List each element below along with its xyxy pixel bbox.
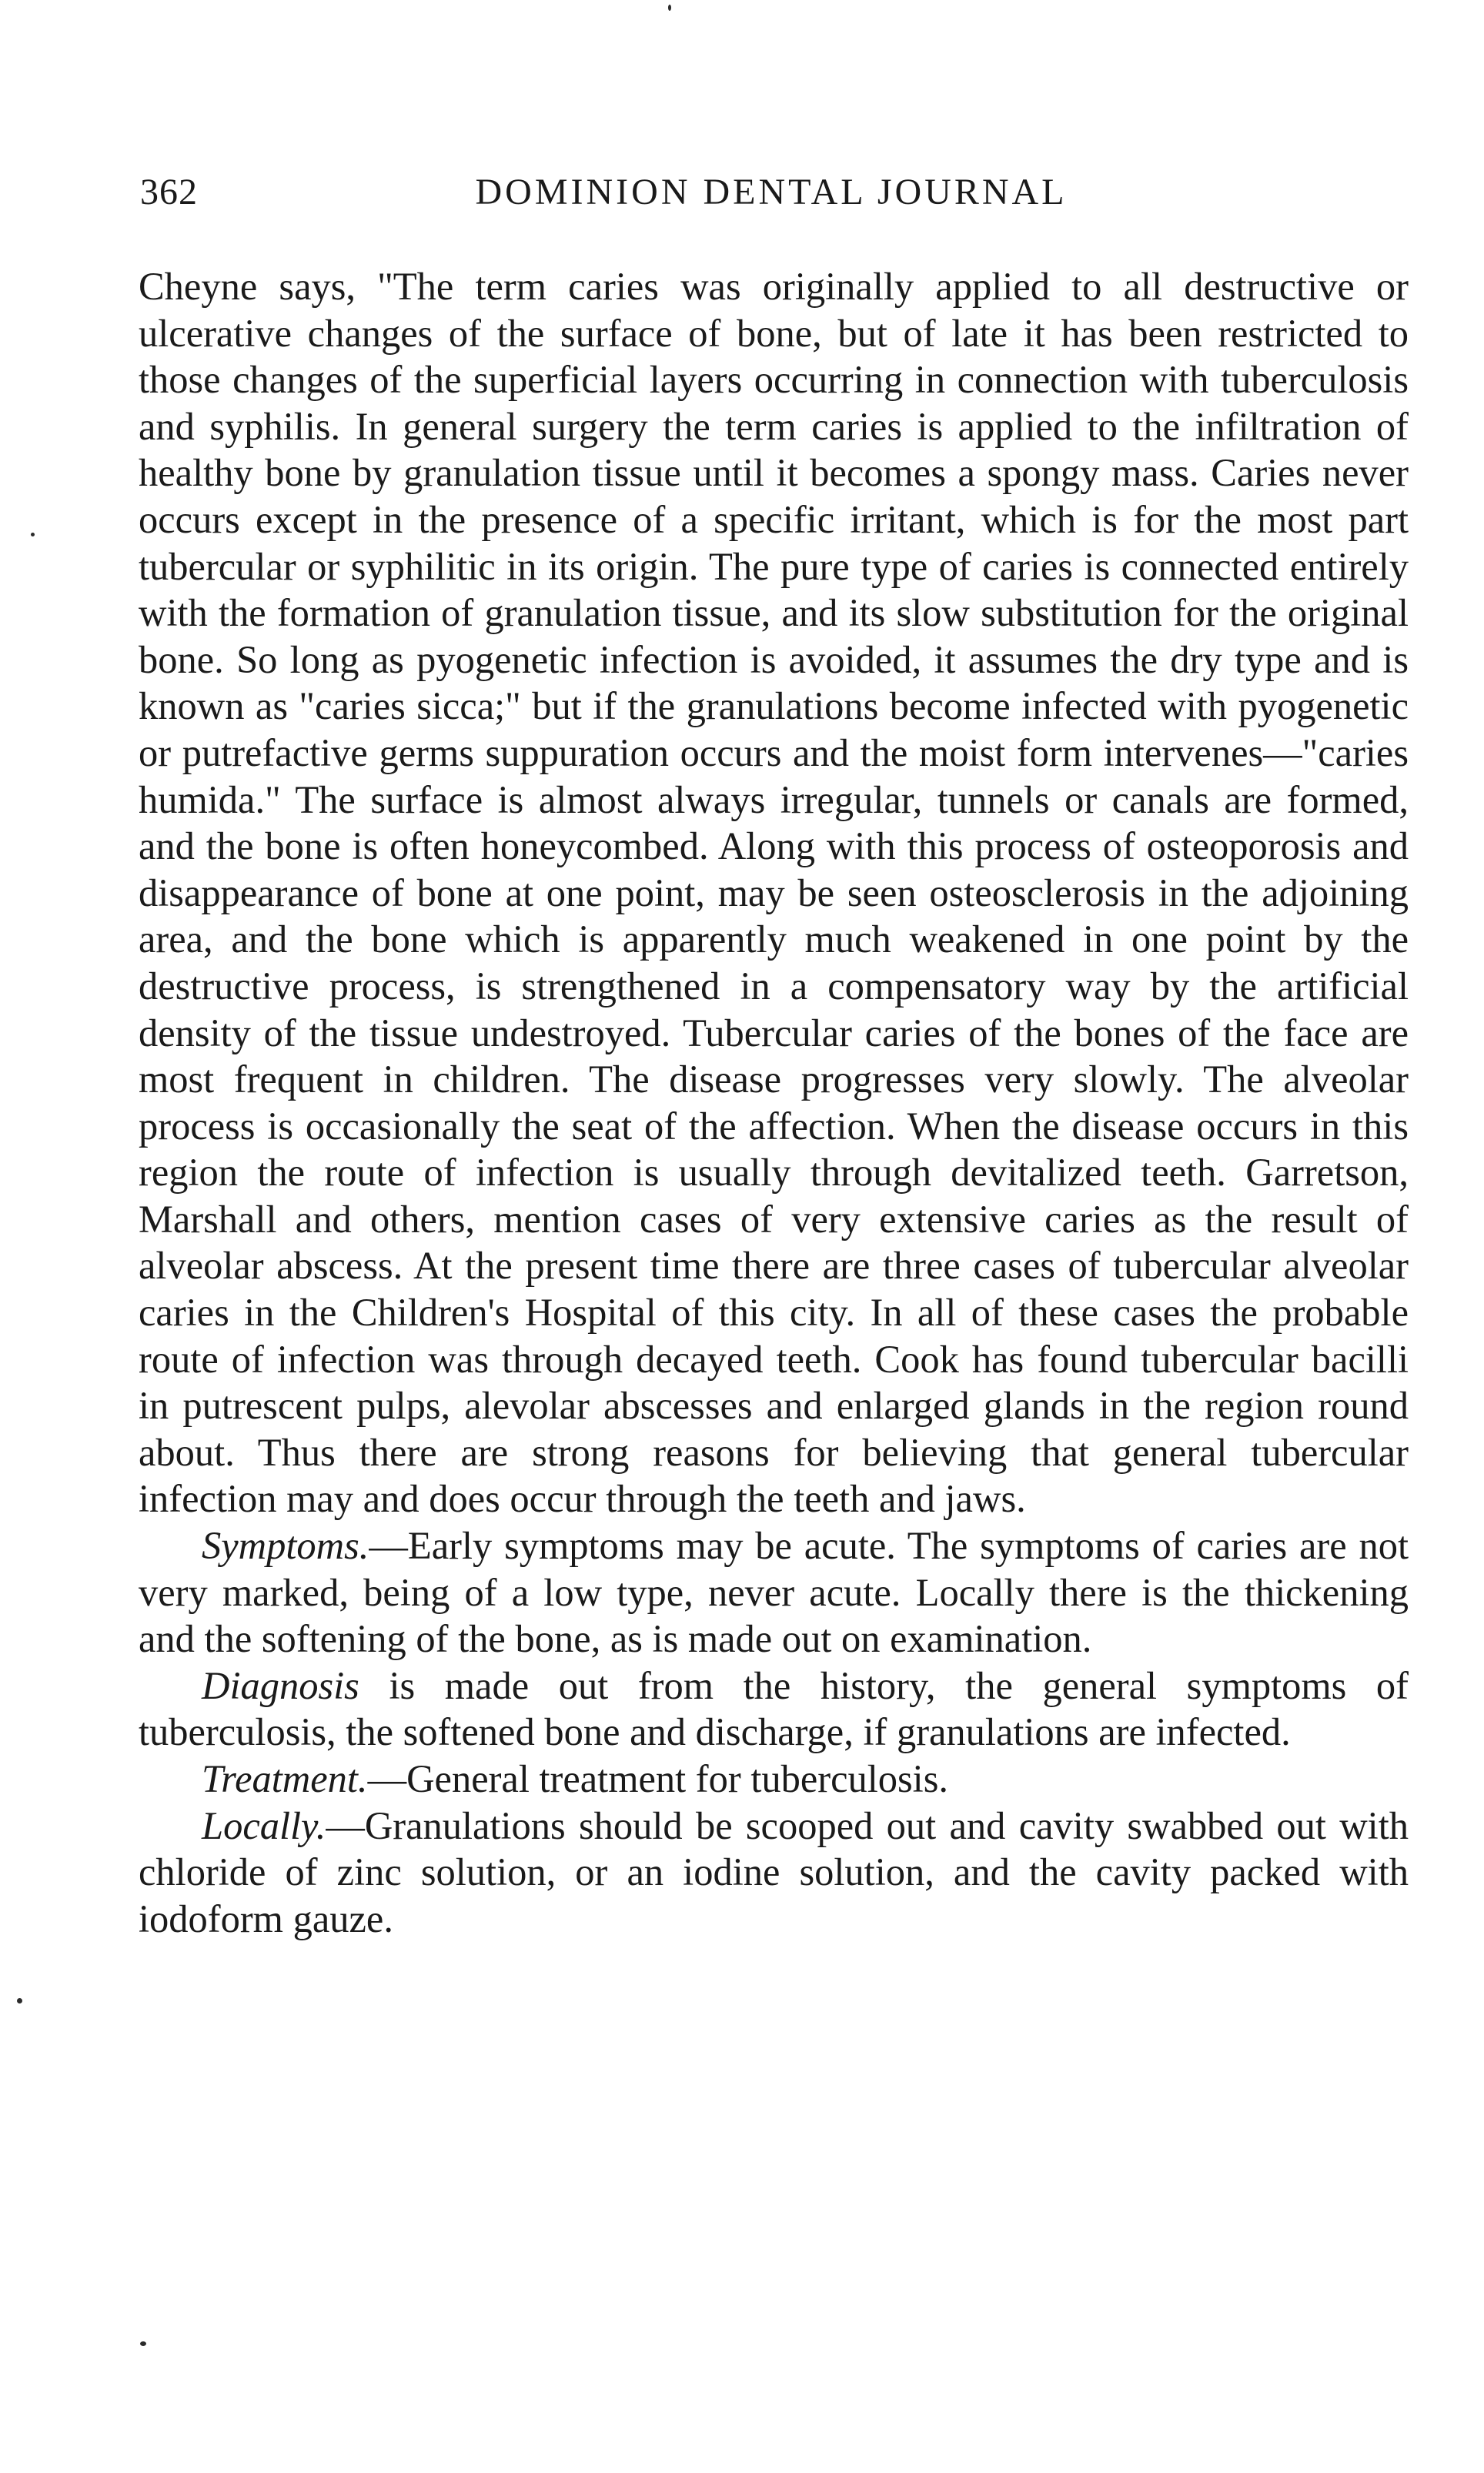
treatment-text: —General treatment for tuberculosis. [367, 1757, 948, 1800]
diagnosis-heading: Diagnosis [202, 1663, 359, 1707]
diagnosis-text: is made out from the history, the general symptoms of tuberculosis, the softened bone and discharge, if granulations are infected. [139, 1663, 1409, 1754]
speck-left-upper [31, 533, 35, 536]
page-header [140, 171, 1402, 225]
paragraph-treatment [139, 1756, 1409, 1803]
paragraph-diagnosis [139, 1663, 1409, 1756]
paragraph-cheyne-quote: Cheyne says, "The term caries was originally applied to all destructive or ulcerative changes of the surface of bone, but of late it has been restricted to those changes of the superficial layers occurring in connection with tuberculosis and syphilis. In general surgery the term caries is applied to the infiltration of healthy bone by granulation tissue until it becomes a spongy mass. Caries never occurs except in the presence of a specific irritant, which is for the most part tubercular or syphilitic in its origin. The pure type of caries is connected entirely with the formation of granulation tissue, and its slow substitution for the original bone. So long as pyogenetic infection is avoided, it assumes the dry type and is known as "caries sicca;" but if the granulations become infected with pyogenetic or putrefactive germs suppuration occurs and the moist form intervenes—"caries humida." The surface is almost always irregular, tunnels or canals are formed, and the bone is often honeycombed. Along with this process of osteoporosis and disappearance of bone at one point, may be seen osteosclerosis in the adjoining area, and the bone which is apparently much weakened in one point by the destructive process, is strengthened in a compensatory way by the artificial density of the tissue undestroyed. Tubercular caries of the bones of the face are most frequent in children. The disease progresses very slowly. The alveolar process is occasionally the seat of the affection. When the disease occurs in this region the route of infection is usually through devitalized teeth. Garretson, Marshall and others, mention cases of very extensive caries as the result of alveolar abscess. At the present time there are three cases of tubercular alveolar caries in the Children's Hospital of this city. In all of these cases the probable route of infection was through decayed teeth. Cook has found tubercular bacilli in putrescent pulps, alevolar abscesses and enlarged glands in the region round about. Thus there are strong reasons for believing that general tubercular infection may and does occur through the teeth and jaws. [139, 265, 1409, 1521]
locally-text: —Granulations should be scooped out and cavity swabbed out with chloride of zinc solution, or an iodine solution, and the cavity packed with iodoform gauze. [139, 1803, 1409, 1940]
speck-left-lower [17, 1998, 22, 2003]
paragraph-locally [139, 1803, 1409, 1943]
paragraph-symptoms [139, 1522, 1409, 1663]
page-number: 362 [140, 172, 198, 212]
locally-heading: Locally. [202, 1803, 326, 1847]
speck-bottom [140, 2341, 146, 2346]
treatment-heading: Treatment. [202, 1757, 368, 1800]
speck-top [668, 5, 671, 11]
symptoms-heading: Symptoms. [202, 1524, 369, 1568]
symptoms-text: —Early symptoms may be acute. The symptoms of caries are not very marked, being of a low type, never acute. Locally there is the thickening and the softening of the bone, as is made out on examination. [139, 1524, 1409, 1661]
body-text [139, 263, 1409, 1942]
running-head: DOMINION DENTAL JOURNAL [475, 172, 1068, 212]
